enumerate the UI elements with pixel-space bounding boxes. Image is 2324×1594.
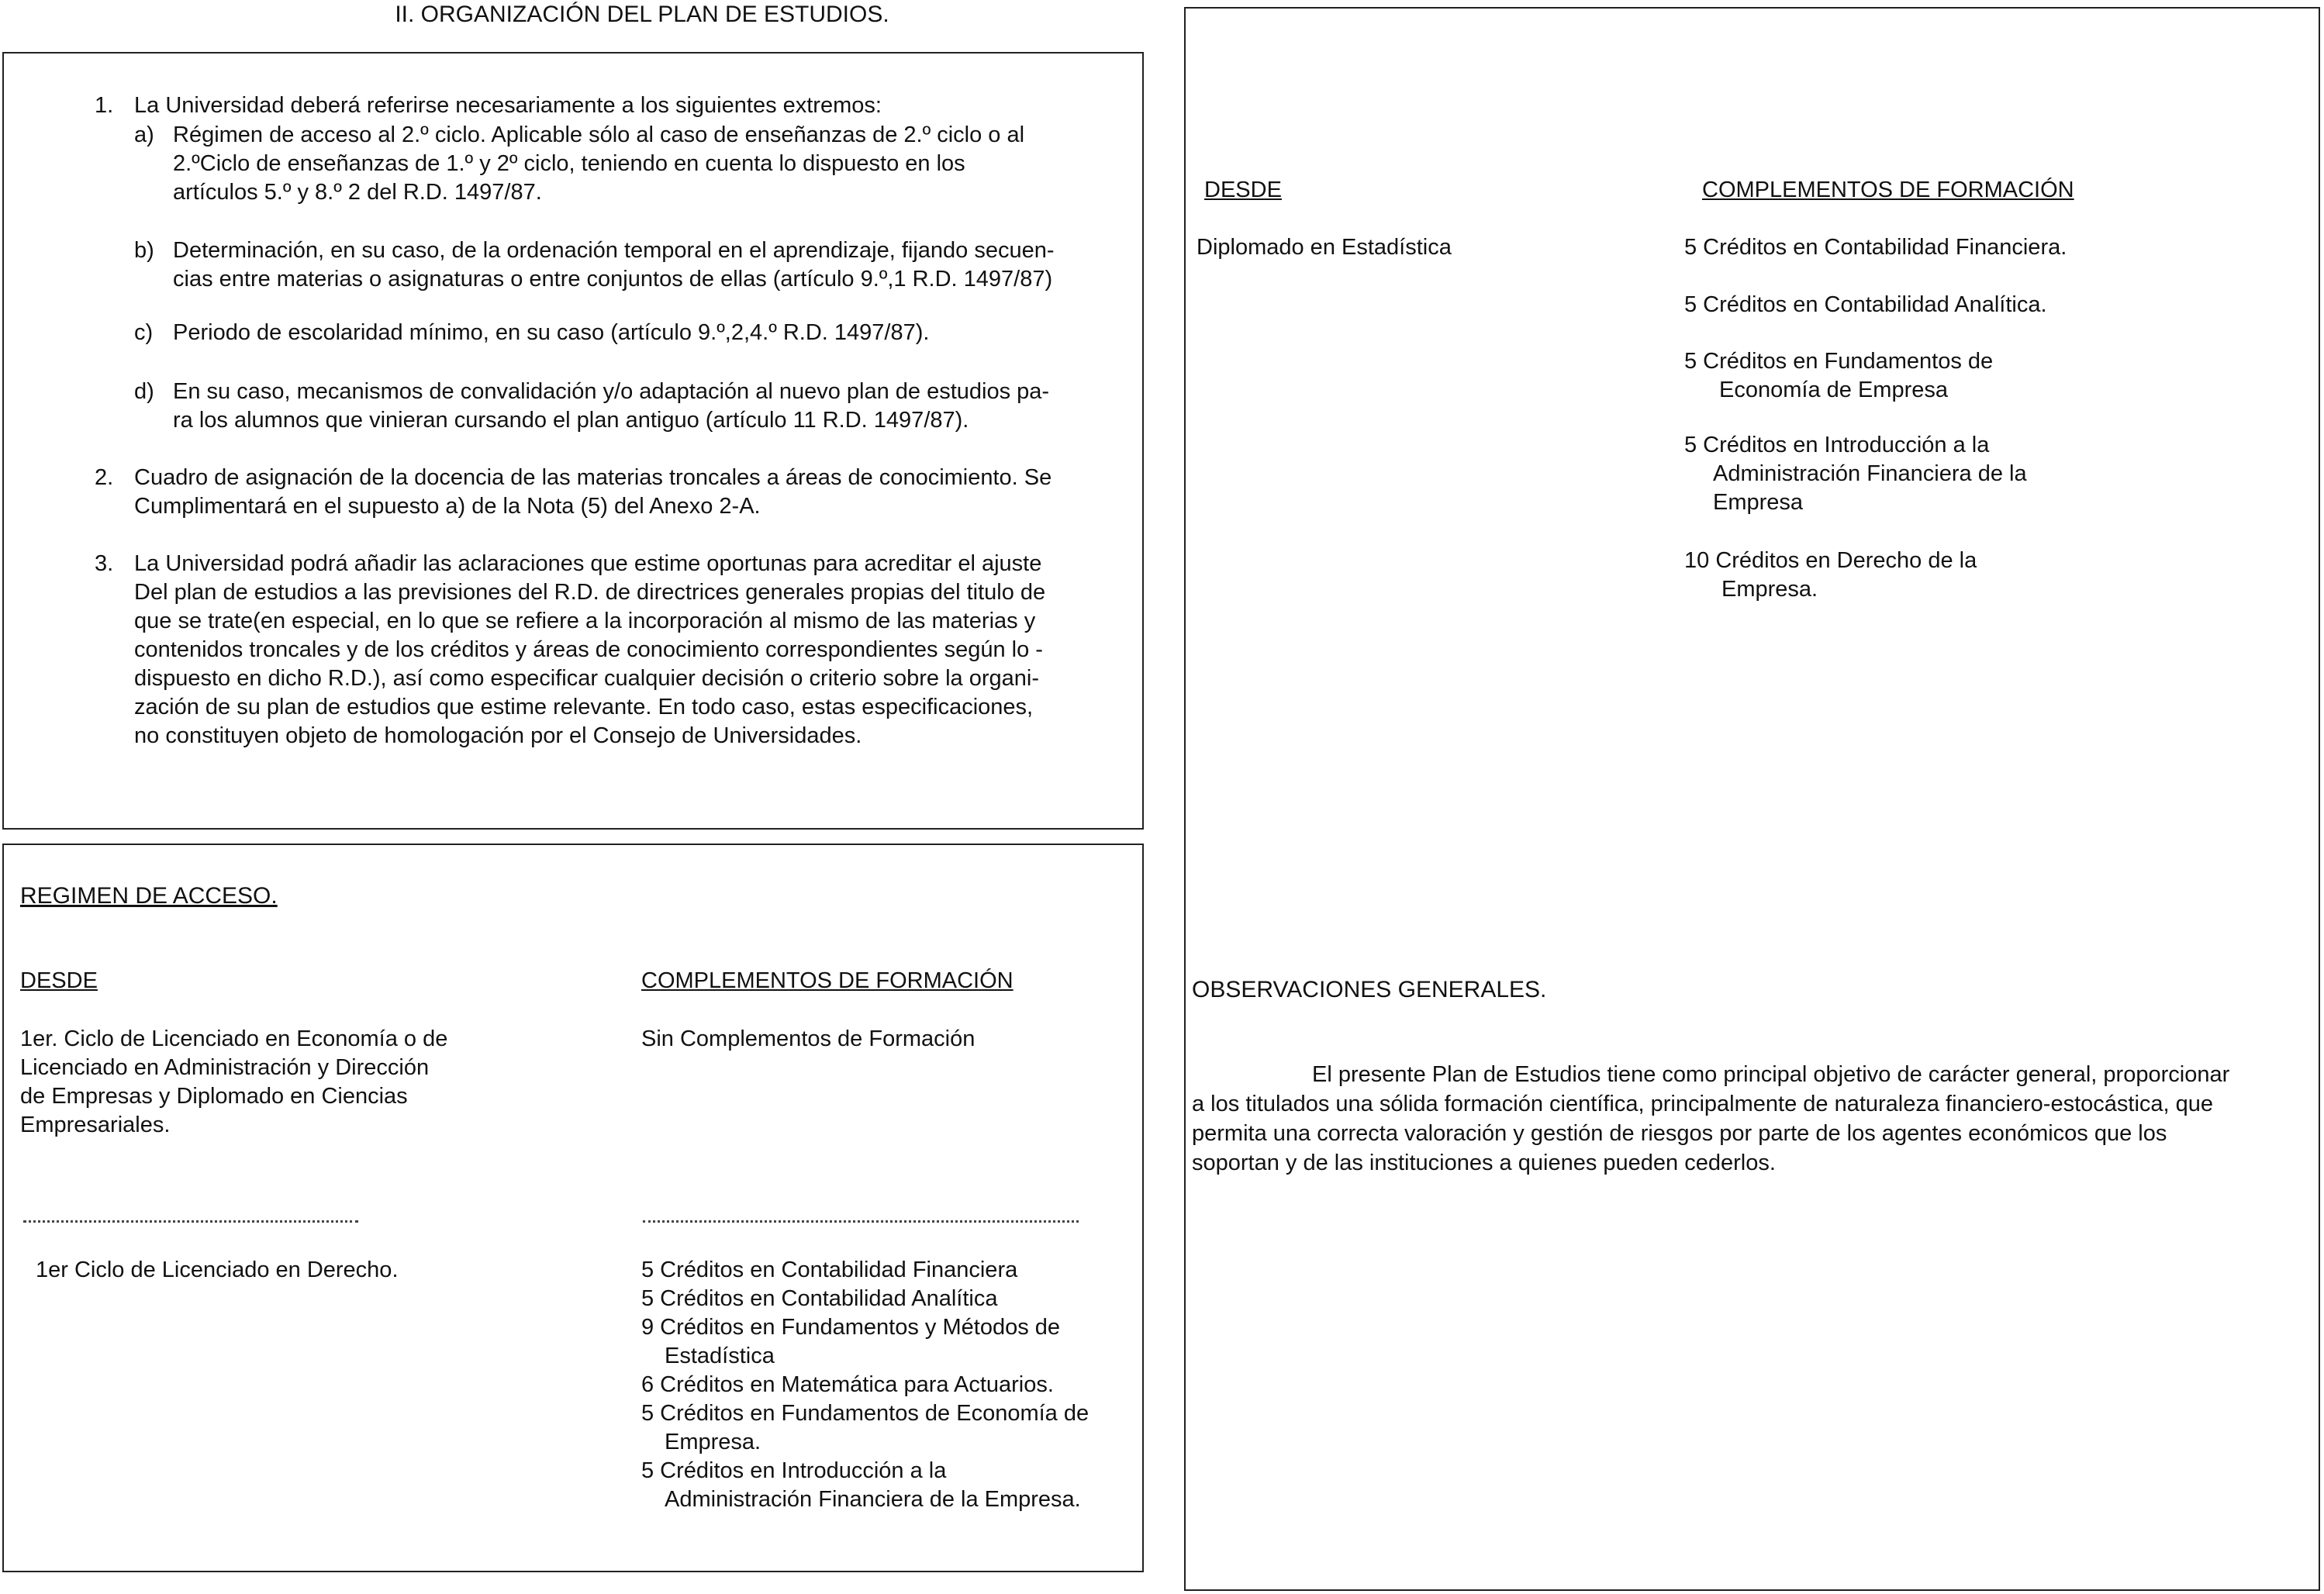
observaciones-text	[1192, 1060, 2315, 1178]
item-3-line: La Universidad podrá añadir las aclaraciones que estime oportunas para acreditar el ajuste	[134, 551, 1042, 576]
complement-item: 9 Créditos en Fundamentos y Métodos de	[641, 1315, 1061, 1340]
right-complement-line: 5 Créditos en Introducción a la	[1684, 433, 1990, 457]
complement-item-continuation: Estadística	[665, 1344, 775, 1368]
right-desde-value: Diplomado en Estadística	[1197, 235, 1452, 260]
right-complement-5	[1684, 547, 1977, 604]
subitem-a-text	[173, 121, 1024, 207]
right-col-desde: DESDE	[1204, 178, 1282, 202]
item-3-number: 3.	[95, 551, 114, 576]
subitem-c-letter: c)	[134, 320, 154, 345]
observaciones-heading: OBSERVACIONES GENERALES.	[1192, 977, 1547, 1002]
item-3-line: zación de su plan de estudios que estime relevante. En todo caso, estas especificaciones,	[134, 695, 1034, 719]
subitem-a-line: 2.ºCiclo de enseñanzas de 1.º y 2º ciclo, teniendo en cuenta lo dispuesto en los	[173, 151, 965, 176]
item-1-text: La Universidad deberá referirse necesariamente a los siguientes extremos:	[134, 93, 882, 118]
complement-item-continuation: Administración Financiera de la Empresa.	[665, 1487, 1081, 1512]
subitem-b-text	[173, 236, 1055, 294]
right-complement-continuation: Administración Financiera de la	[1713, 461, 2027, 486]
access-row1-desde-line: 1er. Ciclo de Licenciado en Economía o de	[20, 1026, 448, 1051]
observaciones-line: a los titulados una sólida formación científica, principalmente de naturaleza financiero-estocástica, que	[1192, 1092, 2214, 1116]
item-3-text	[134, 550, 1045, 750]
complement-item: 6 Créditos en Matemática para Actuarios.	[641, 1372, 1054, 1397]
subitem-a-line: Régimen de acceso al 2.º ciclo. Aplicable sólo al caso de enseñanzas de 2.º ciclo o al	[173, 122, 1025, 147]
subitem-d-line: En su caso, mecanismos de convalidación y/o adaptación al nuevo plan de estudios pa-	[173, 379, 1050, 404]
page-title: II. ORGANIZACIÓN DEL PLAN DE ESTUDIOS.	[395, 2, 889, 27]
complement-item: 5 Créditos en Introducción a la	[641, 1458, 947, 1483]
item-3-line: dispuesto en dicho R.D.), así como especificar cualquier decisión o criterio sobre la organi-	[134, 666, 1040, 691]
dotted-separator-left	[23, 1220, 358, 1223]
complement-item: 5 Créditos en Contabilidad Financiera	[641, 1258, 1018, 1282]
right-complement-2: 5 Créditos en Contabilidad Analítica.	[1684, 292, 2047, 317]
subitem-d-text	[173, 378, 1049, 435]
item-3-line: contenidos troncales y de los créditos y áreas de conocimiento correspondientes según lo -	[134, 637, 1043, 662]
item-1-number: 1.	[95, 93, 114, 118]
right-complement-line: 10 Créditos en Derecho de la	[1684, 548, 1977, 573]
access-row2-desde: 1er Ciclo de Licenciado en Derecho.	[36, 1258, 399, 1282]
item-2-text	[134, 464, 1051, 521]
item-2-number: 2.	[95, 465, 114, 490]
item-2-line: Cuadro de asignación de la docencia de las materias troncales a áreas de conocimiento. Se	[134, 465, 1052, 490]
subitem-d-line: ra los alumnos que vinieran cursando el plan antiguo (artículo 11 R.D. 1497/87).	[173, 408, 969, 433]
subitem-b-letter: b)	[134, 238, 154, 263]
subitem-d-letter: d)	[134, 379, 154, 404]
complement-item-continuation: Empresa.	[665, 1430, 761, 1454]
item-3-line: no constituyen objeto de homologación por el Consejo de Universidades.	[134, 723, 862, 748]
access-row1-desde	[20, 1025, 447, 1140]
item-3-line: Del plan de estudios a las previsiones del R.D. de directrices generales propias del titulo de	[134, 580, 1046, 605]
complement-item: 5 Créditos en Fundamentos de Economía de	[641, 1401, 1089, 1426]
subitem-b-line: Determinación, en su caso, de la ordenación temporal en el aprendizaje, fijando secuen-	[173, 238, 1055, 263]
access-row1-desde-line: Empresariales.	[20, 1113, 171, 1137]
access-heading: REGIMEN DE ACCESO.	[20, 883, 278, 909]
subitem-c-text: Periodo de escolaridad mínimo, en su caso (artículo 9.º,2,4.º R.D. 1497/87).	[173, 320, 930, 345]
right-col-complementos: COMPLEMENTOS DE FORMACIÓN	[1702, 178, 2074, 202]
right-complement-line: 5 Créditos en Fundamentos de	[1684, 349, 1994, 374]
subitem-b-line: cias entre materias o asignaturas o entre conjuntos de ellas (artículo 9.º,1 R.D. 1497/87)	[173, 267, 1053, 292]
right-complement-1: 5 Créditos en Contabilidad Financiera.	[1684, 235, 2067, 260]
right-complement-continuation: Empresa	[1713, 490, 1804, 515]
access-row2-complementos	[641, 1256, 1089, 1514]
access-row1-desde-line: de Empresas y Diplomado en Ciencias	[20, 1084, 408, 1109]
access-row1-complementos: Sin Complementos de Formación	[641, 1026, 976, 1051]
subitem-a-line: artículos 5.º y 8.º 2 del R.D. 1497/87.	[173, 180, 542, 205]
observaciones-line: El presente Plan de Estudios tiene como principal objetivo de carácter general, proporcionar	[1312, 1062, 2230, 1087]
right-complement-3	[1684, 347, 1993, 405]
dotted-separator-right	[643, 1220, 1079, 1223]
right-complement-continuation: Economía de Empresa	[1719, 378, 1948, 402]
access-col-complementos: COMPLEMENTOS DE FORMACIÓN	[641, 968, 1014, 993]
subitem-a-letter: a)	[134, 122, 154, 147]
item-2-line: Cumplimentará en el supuesto a) de la Nota (5) del Anexo 2-A.	[134, 494, 761, 519]
observaciones-line: soportan y de las instituciones a quienes pueden cederlos.	[1192, 1151, 1776, 1175]
observaciones-line: permita una correcta valoración y gestión de riesgos por parte de los agentes económicos que los	[1192, 1121, 2167, 1146]
item-3-line: que se trate(en especial, en lo que se refiere a la incorporación al mismo de las materias y	[134, 609, 1036, 633]
complement-item: 5 Créditos en Contabilidad Analítica	[641, 1286, 998, 1311]
right-complement-4	[1684, 431, 2027, 517]
access-row1-desde-line: Licenciado en Administración y Dirección	[20, 1055, 430, 1080]
right-complement-continuation: Empresa.	[1721, 577, 1818, 602]
access-col-desde: DESDE	[20, 968, 98, 993]
